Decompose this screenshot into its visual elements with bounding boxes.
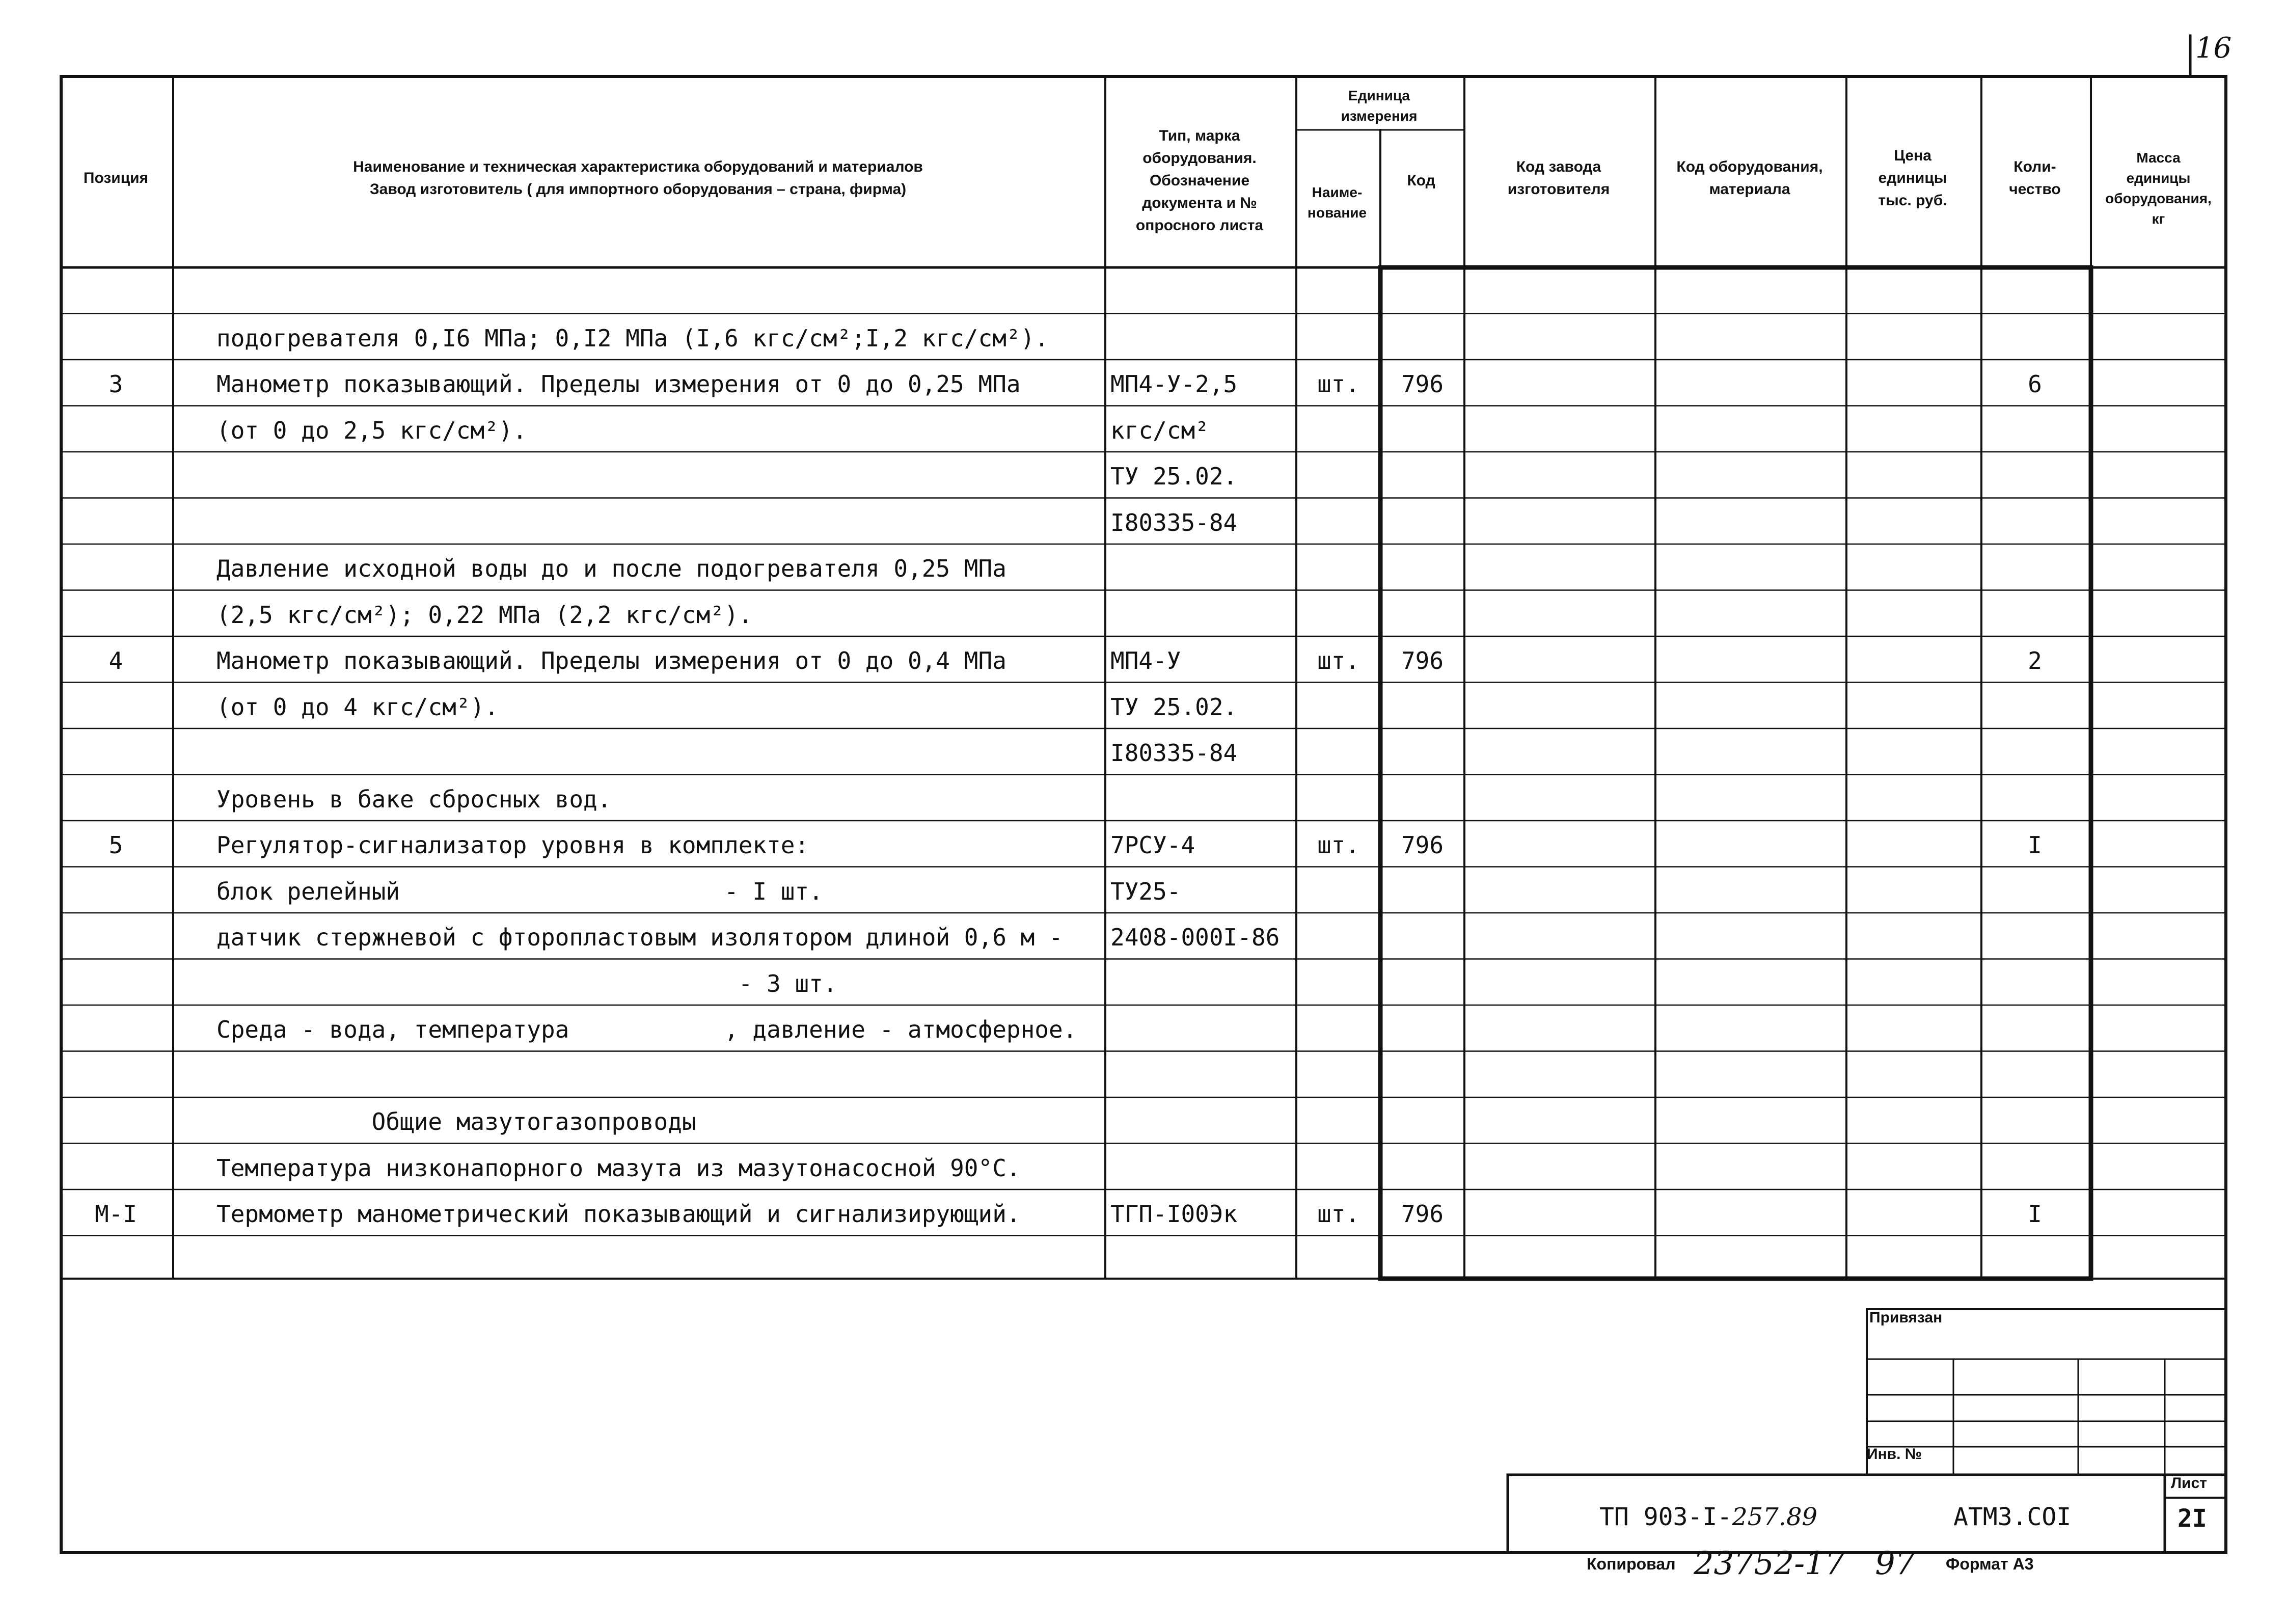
row-type: ТУ 25.02. (1110, 693, 1238, 721)
row-type (1110, 269, 1296, 315)
stamp-document-code: АТМЗ.СОI (1953, 1503, 2072, 1531)
row-unit: шт. (1317, 370, 1360, 398)
row-unit-code (1380, 592, 1464, 638)
row-quantity (1981, 1099, 2088, 1145)
row-position (61, 914, 171, 960)
row-name: Давление исходной воды до и после подогревателя 0,25 МПа (216, 555, 1006, 582)
row-position (61, 869, 171, 914)
row-unit-code (1380, 914, 1464, 960)
row-name (216, 730, 1105, 776)
row-unit-code (1380, 776, 1464, 822)
header-quantity: Коли- чество (2009, 158, 2061, 198)
row-quantity (1981, 914, 2088, 960)
header-name: Наименование и техническая характеристика оборудований и материалов Завод изготовитель ( для импортного оборудования – страна, фирма) (353, 158, 923, 198)
row-position (61, 730, 171, 776)
row-unit-code: 796 (1401, 831, 1444, 859)
row-type: 7РСУ-4 (1110, 831, 1195, 859)
row-name: (2,5 кгс/см²); 0,22 МПа (2,2 кгс/см²). (216, 601, 753, 629)
row-name: Манометр показывающий. Пределы измерения от 0 до 0,4 МПа (216, 647, 1006, 674)
row-name: датчик стержневой с фторопластовым изолятором длиной 0,6 м - (216, 924, 1063, 951)
row-unit-code (1380, 869, 1464, 914)
row-type: I80335-84 (1110, 508, 1238, 536)
row-name: Общие мазутогазопроводы (216, 1108, 696, 1135)
row-position (61, 1237, 171, 1283)
row-quantity: 6 (2028, 370, 2042, 398)
row-unit: шт. (1317, 831, 1360, 859)
row-unit (1296, 869, 1380, 914)
stamp-inventory-label: Инв. № (1867, 1446, 1922, 1463)
row-unit (1296, 453, 1380, 499)
header-unit-code: Код (1407, 172, 1435, 189)
row-name (216, 1237, 1105, 1283)
row-name: подогревателя 0,I6 МПа; 0,I2 МПа (I,6 кгс/см²;I,2 кгс/см²). (216, 324, 1049, 352)
stamp-document-number (1599, 1503, 1817, 1531)
row-unit-code: 796 (1401, 370, 1444, 398)
row-unit-code (1380, 546, 1464, 591)
sheet-mark: 16 (2195, 32, 2232, 65)
row-unit-code (1380, 1007, 1464, 1052)
row-unit-code (1380, 684, 1464, 730)
footer-format: Формат А3 (1946, 1555, 2034, 1573)
row-unit (1296, 269, 1380, 315)
row-quantity (1981, 684, 2088, 730)
row-position (61, 269, 171, 315)
header-maker-code: Код завода изготовителя (1507, 158, 1610, 198)
row-name (216, 453, 1105, 499)
row-unit-code: 796 (1401, 1200, 1444, 1228)
row-unit-code (1380, 961, 1464, 1007)
row-type: I80335-84 (1110, 739, 1238, 767)
row-type (1110, 1237, 1296, 1283)
header-type: Тип, марка оборудования. Обозначение документа и № опросного листа (1135, 127, 1264, 234)
row-unit (1296, 592, 1380, 638)
row-position: 3 (108, 370, 123, 398)
row-position (61, 500, 171, 546)
row-unit-code: 796 (1401, 647, 1444, 674)
row-quantity (1981, 776, 2088, 822)
row-type: МП4-У-2,5 (1110, 370, 1238, 398)
header-unit-name: Наиме- нование (1307, 184, 1367, 221)
row-quantity (1981, 1007, 2088, 1052)
stamp-sheet-label: Лист (2171, 1475, 2207, 1492)
row-name: (от 0 до 4 кгс/см²). (216, 693, 499, 721)
row-quantity: I (2028, 831, 2042, 859)
row-quantity (1981, 453, 2088, 499)
row-name (216, 269, 1105, 315)
row-quantity (1981, 1145, 2088, 1191)
stamp-attached-label: Привязан (1869, 1309, 1943, 1326)
header-equipment-code: Код оборудования, материала (1676, 158, 1823, 198)
row-quantity (1981, 315, 2088, 361)
row-quantity: I (2028, 1200, 2042, 1228)
row-name: Уровень в баке сбросных вод. (216, 785, 612, 813)
row-unit-code (1380, 408, 1464, 453)
row-type: ТУ 25.02. (1110, 463, 1238, 490)
header-price: Цена единицы тыс. руб. (1878, 147, 1947, 209)
row-quantity (1981, 730, 2088, 776)
header-unit-group: Единица измерения (1341, 87, 1418, 124)
row-unit-code (1380, 453, 1464, 499)
document-prefix: ТП 903-I- (1599, 1503, 1732, 1531)
footer-copied-value: 23752-17 97 (1694, 1545, 1916, 1582)
row-position (61, 684, 171, 730)
row-quantity: 2 (2028, 647, 2042, 674)
row-position (61, 592, 171, 638)
stamp-sheet-number: 2I (2178, 1504, 2207, 1533)
row-name: блок релейный - I шт. (216, 877, 823, 905)
row-position (61, 453, 171, 499)
row-unit (1296, 684, 1380, 730)
row-position (61, 1007, 171, 1052)
row-name (216, 500, 1105, 546)
document-handwritten-suffix: 257.89 (1732, 1503, 1818, 1531)
row-quantity (1981, 961, 2088, 1007)
row-position (61, 315, 171, 361)
row-unit (1296, 1053, 1380, 1099)
header-position: Позиция (83, 170, 149, 186)
row-name (216, 1053, 1105, 1099)
row-type (1110, 961, 1296, 1007)
row-quantity (1981, 269, 2088, 315)
row-unit-code (1380, 1145, 1464, 1191)
row-quantity (1981, 408, 2088, 453)
row-unit-code (1380, 1053, 1464, 1099)
row-type (1110, 1099, 1296, 1145)
row-unit (1296, 546, 1380, 591)
row-unit (1296, 961, 1380, 1007)
row-position (61, 961, 171, 1007)
row-position: 4 (108, 647, 123, 674)
row-quantity (1981, 500, 2088, 546)
row-name: Среда - вода, температура , давление - атмосферное. (216, 1016, 1077, 1043)
row-name: - 3 шт. (216, 969, 837, 997)
row-type: 2408-000I-86 (1110, 924, 1280, 951)
row-position: М-I (94, 1200, 138, 1228)
row-type (1110, 1007, 1296, 1052)
row-quantity (1981, 1053, 2088, 1099)
row-unit-code (1380, 1099, 1464, 1145)
row-quantity (1981, 592, 2088, 638)
row-unit (1296, 914, 1380, 960)
row-unit (1296, 776, 1380, 822)
header-mass: Масса единицы оборудования, кг (2105, 150, 2212, 227)
row-unit (1296, 1237, 1380, 1283)
row-unit-code (1380, 269, 1464, 315)
row-type (1110, 1145, 1296, 1191)
row-type (1110, 592, 1296, 638)
footer-copied-label: Копировал (1587, 1555, 1676, 1573)
row-type: кгс/см² (1110, 416, 1209, 444)
row-position (61, 408, 171, 453)
row-unit-code (1380, 1237, 1464, 1283)
row-position (61, 1053, 171, 1099)
row-unit (1296, 315, 1380, 361)
row-unit (1296, 1007, 1380, 1052)
row-position: 5 (108, 831, 123, 859)
row-unit (1296, 730, 1380, 776)
row-type: МП4-У (1110, 647, 1181, 674)
row-unit-code (1380, 730, 1464, 776)
row-position (61, 1099, 171, 1145)
row-position (61, 1145, 171, 1191)
row-unit (1296, 1099, 1380, 1145)
row-name: Термометр манометрический показывающий и сигнализирующий. (216, 1200, 1021, 1228)
row-unit: шт. (1317, 647, 1360, 674)
row-name: Температура низконапорного мазута из мазутонасосной 90°С. (216, 1154, 1021, 1182)
row-quantity (1981, 546, 2088, 591)
row-unit-code (1380, 315, 1464, 361)
row-type (1110, 546, 1296, 591)
row-type (1110, 315, 1296, 361)
row-type (1110, 1053, 1296, 1099)
row-unit: шт. (1317, 1200, 1360, 1228)
row-position (61, 776, 171, 822)
row-unit (1296, 408, 1380, 453)
row-type: ТГП-I00Эк (1110, 1200, 1238, 1228)
row-unit-code (1380, 500, 1464, 546)
row-name: Регулятор-сигнализатор уровня в комплекте: (216, 831, 809, 859)
row-unit (1296, 1145, 1380, 1191)
row-name: Манометр показывающий. Пределы измерения от 0 до 0,25 МПа (216, 370, 1021, 398)
row-unit (1296, 500, 1380, 546)
row-quantity (1981, 869, 2088, 914)
row-quantity (1981, 1237, 2088, 1283)
row-name: (от 0 до 2,5 кгс/см²). (216, 416, 527, 444)
row-type: ТУ25- (1110, 877, 1181, 905)
row-position (61, 546, 171, 591)
row-type (1110, 776, 1296, 822)
